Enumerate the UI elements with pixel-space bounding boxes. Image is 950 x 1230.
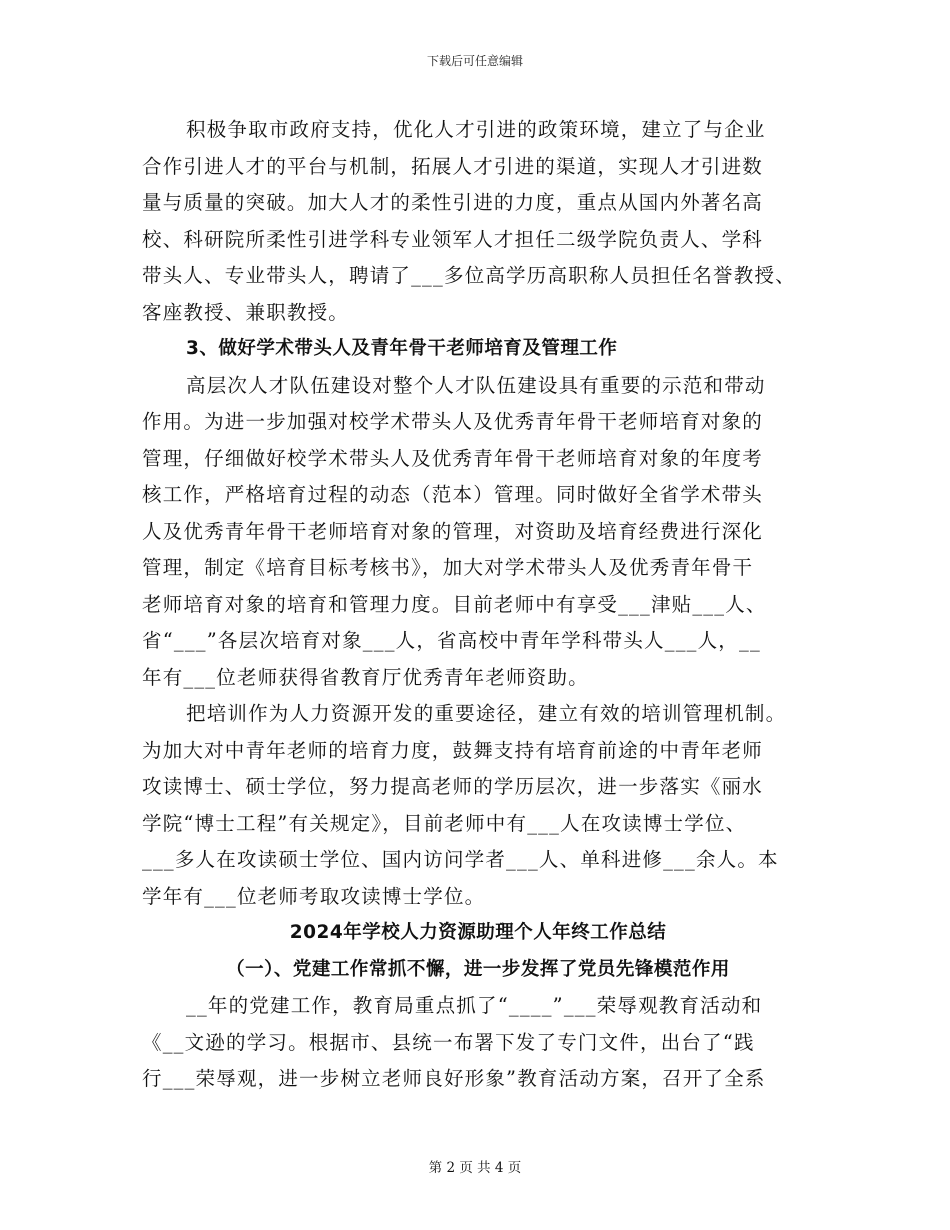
body-text-line: 高层次人才队伍建设对整个人才队伍建设具有重要的示范和带动 <box>186 373 766 397</box>
body-text-line: 学年有___位老师考取攻读博士学位。 <box>142 884 486 908</box>
document-body <box>142 112 814 1098</box>
body-text-line: 把培训作为人力资源开发的重要途径，建立有效的培训管理机制。 <box>186 702 787 725</box>
body-text-line: __年的党建工作，教育局重点抓了“____”___荣辱观教育活动和 <box>186 994 763 1017</box>
body-text-line: 管理，仔细做好校学术带头人及优秀青年骨干老师培育对象的年度考 <box>142 446 764 470</box>
body-text-line: 人及优秀青年骨干老师培育对象的管理，对资助及培育经费进行深化 <box>142 519 764 543</box>
body-text-line: 攻读博士、硕士学位，努力提高老师的学历层次，进一步落实《丽水 <box>142 775 764 798</box>
body-text-line: 积极争取市政府支持，优化人才引进的政策环境，建立了与企业 <box>186 118 766 141</box>
document-title: 2024年学校人力资源助理个人年终工作总结 <box>289 922 667 943</box>
body-text-line: 学院“博士工程”有关规定》，目前老师中有___人在攻读博士学位、 <box>142 811 747 835</box>
body-text-line: 量与质量的突破。加大人才的柔性引进的力度，重点从国内外著名高 <box>142 191 764 214</box>
body-text-line: ___多人在攻读硕士学位、国内访问学者___人、单科进修___余人。本 <box>142 848 779 871</box>
body-text-line: 合作引进人才的平台与机制，拓展人才引进的渠道，实现人才引进数 <box>142 154 764 178</box>
body-text-line: 为加大对中青年老师的培育力度，鼓舞支持有培育前途的中青年老师 <box>142 738 764 762</box>
body-text-line: 核工作，严格培育过程的动态（范本）管理。同时做好全省学术带头 <box>142 483 764 506</box>
body-text-line: 作用。为进一步加强对校学术带头人及优秀青年骨干老师培育对象的 <box>142 410 764 433</box>
body-text-line: 省“___”各层次培育对象___人，省高校中青年学科带头人___人，__ <box>142 629 761 652</box>
page-header-note: 下载后可任意编辑 <box>426 54 523 68</box>
body-text-line: 客座教授、兼职教授。 <box>142 300 350 324</box>
body-text-line: 校、科研院所柔性引进学科专业领军人才担任二级学院负责人、学科 <box>142 227 764 251</box>
body-text-line: 老师培育对象的培育和管理力度。目前老师中有享受___津贴___人、 <box>142 592 767 616</box>
body-text-line: 带头人、专业带头人，聘请了___多位高学历高职称人员担任名誉教授、 <box>142 264 796 287</box>
body-text-line: 年有___位老师获得省教育厅优秀青年老师资助。 <box>142 665 589 689</box>
body-text-line: 行___荣辱观，进一步树立老师良好形象”教育活动方案，召开了全系 <box>142 1067 766 1090</box>
section-heading: 3、做好学术带头人及青年骨干老师培育及管理工作 <box>186 338 618 359</box>
page-number-footer: 第 2 页 共 4 页 <box>428 1160 522 1176</box>
section-heading: （一）、党建工作常抓不懈，进一步发挥了党员先锋模范作用 <box>226 958 730 980</box>
body-text-line: 管理，制定《培育目标考核书》，加大对学术带头人及优秀青年骨干 <box>142 556 754 579</box>
body-text-line: 《__文逊的学习。根据市、县统一布署下发了专门文件，出台了“践 <box>142 1030 755 1054</box>
